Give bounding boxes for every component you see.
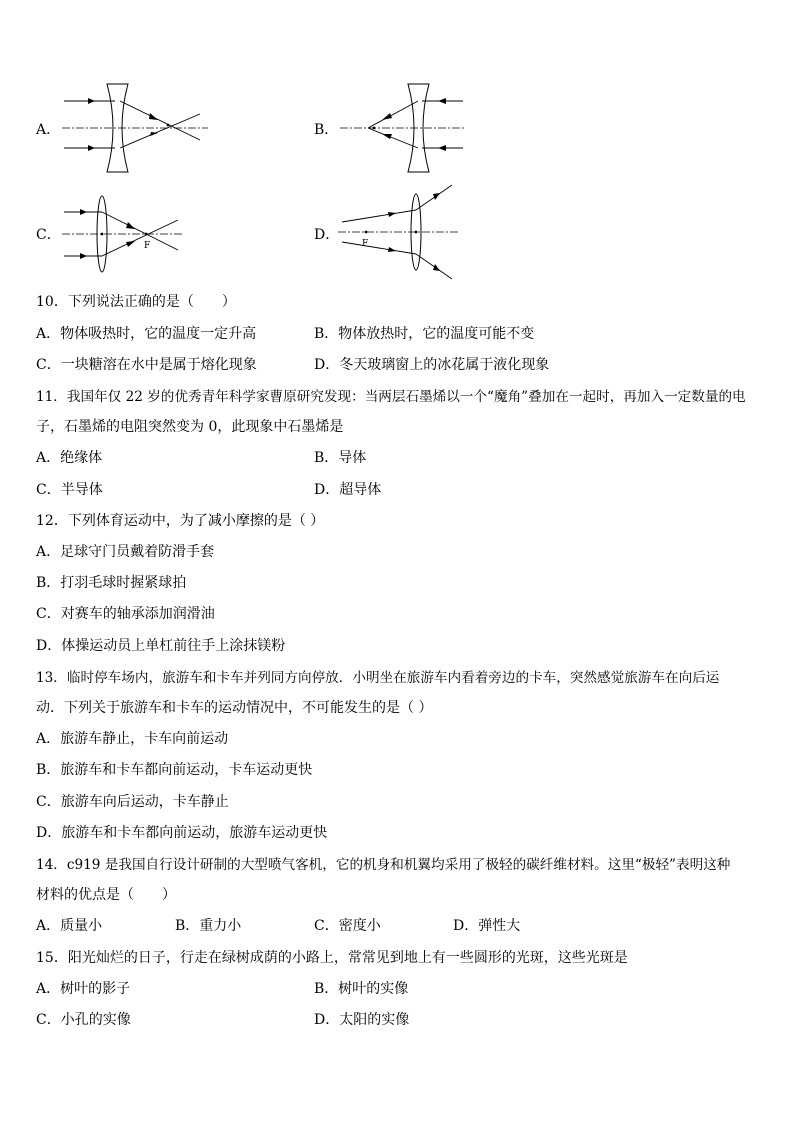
figure-a-label: A． (36, 122, 61, 138)
figure-c-label: C． (36, 227, 61, 243)
q10-option-d[interactable]: D．冬天玻璃窗上的冰花属于液化现象 (314, 357, 550, 373)
q12-option-d[interactable]: D．体操运动员上单杠前往手上涂抹镁粉 (36, 638, 286, 654)
figure-a-concave-lens-diagram (60, 82, 210, 174)
q13-option-c[interactable]: C．旅游车向后运动，卡车静止 (36, 794, 229, 810)
q13-stem-line2: 动．下列关于旅游车和卡车的运动情况中，不可能发生的是（ ） (36, 700, 433, 716)
figure-b-concave-lens-diagram (338, 82, 468, 174)
q10-option-b[interactable]: B．物体放热时，它的温度可能不变 (314, 326, 535, 342)
q14-option-a[interactable]: A．质量小 (36, 918, 103, 934)
figure-c-convex-lens-diagram (60, 194, 185, 276)
q14-option-c[interactable]: C．密度小 (314, 918, 381, 934)
figure-d-focus-label: F (362, 239, 369, 249)
q14-option-b[interactable]: B．重力小 (175, 918, 242, 934)
q15-stem: 15．阳光灿烂的日子，行走在绿树成荫的小路上，常常见到地上有一些圆形的光斑，这些光斑是 (36, 950, 628, 966)
q14-stem-line1: 14．c919 是我国自行设计研制的大型喷气客机，它的机身和机翼均采用了极轻的碳纤维材料。这里“极轻”表明这种 (36, 857, 731, 873)
q14-stem-line2: 材料的优点是（ ） (36, 887, 176, 903)
figure-c-focus-label: F (144, 241, 151, 251)
q12-stem: 12．下列体育运动中，为了减小摩擦的是（ ） (36, 513, 325, 529)
q12-option-b[interactable]: B．打羽毛球时握紧球拍 (36, 575, 187, 591)
q11-stem-line2: 子，石墨烯的电阻突然变为 0，此现象中石墨烯是 (36, 419, 344, 435)
figure-d-label: D． (314, 227, 340, 243)
q14-option-d[interactable]: D．弹性大 (453, 918, 521, 934)
q15-option-d[interactable]: D．太阳的实像 (314, 1012, 410, 1028)
q10-stem: 10．下列说法正确的是（ ） (36, 294, 236, 310)
q13-option-b[interactable]: B．旅游车和卡车都向前运动，卡车运动更快 (36, 762, 313, 778)
figure-b-label: B． (314, 122, 339, 138)
q11-option-c[interactable]: C．半导体 (36, 482, 103, 498)
q13-stem-line1: 13．临时停车场内，旅游车和卡车并列同方向停放．小明坐在旅游车内看着旁边的卡车，突然感觉旅游车在向后运 (36, 670, 720, 686)
q15-option-a[interactable]: A．树叶的影子 (36, 981, 131, 997)
q15-option-b[interactable]: B．树叶的实像 (314, 981, 409, 997)
q13-option-d[interactable]: D．旅游车和卡车都向前运动，旅游车运动更快 (36, 825, 328, 841)
q10-option-a[interactable]: A．物体吸热时，它的温度一定升高 (36, 326, 257, 342)
figure-d-convex-lens-diagram (336, 182, 461, 282)
q12-option-c[interactable]: C．对赛车的轴承添加润滑油 (36, 606, 215, 622)
q13-option-a[interactable]: A．旅游车静止，卡车向前运动 (36, 731, 229, 747)
q11-option-b[interactable]: B．导体 (314, 450, 367, 466)
q10-option-c[interactable]: C．一块糖溶在水中是属于熔化现象 (36, 357, 257, 373)
q11-option-a[interactable]: A．绝缘体 (36, 450, 103, 466)
q11-option-d[interactable]: D．超导体 (314, 482, 382, 498)
q15-option-c[interactable]: C．小孔的实像 (36, 1012, 131, 1028)
q11-stem-line1: 11．我国年仅 22 岁的优秀青年科学家曹原研究发现：当两层石墨烯以一个“魔角”叠加在一起时，再加入一定数量的电 (36, 389, 746, 405)
q12-option-a[interactable]: A．足球守门员戴着防滑手套 (36, 544, 215, 560)
